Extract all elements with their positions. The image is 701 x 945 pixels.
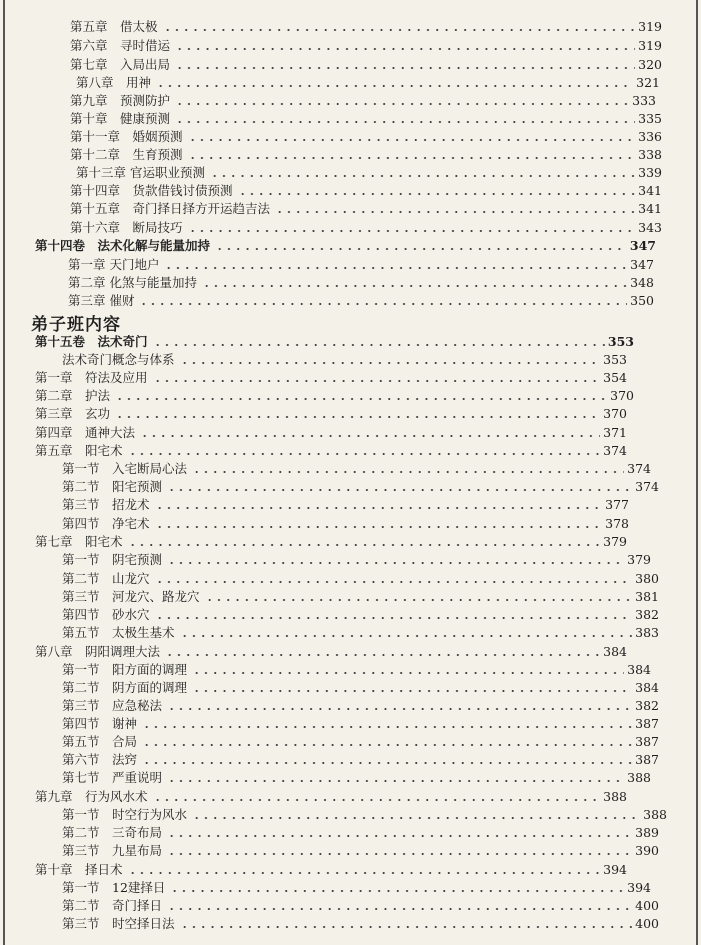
toc-entry-title: 第十二章 生育预测 [70,147,183,162]
toc-entry-title: 第九章 行为风水术 [35,789,148,804]
toc-entry[interactable] [35,237,656,255]
toc-entry-page-number: 319 [638,19,662,34]
toc-entry-title: 第五节 太极生基术 [62,625,175,640]
toc-entry-page-number: 390 [635,843,659,858]
toc-entry-title: 第十五卷 法术奇门 [35,334,148,349]
toc-entry[interactable] [62,478,659,496]
toc-entry-title: 第四节 净宅术 [62,516,150,531]
toc-entry-page-number: 336 [638,129,662,144]
toc-entry-title: 第五节 合局 [62,734,138,749]
toc-entry-page-number: 350 [630,293,654,308]
toc-entry[interactable] [62,570,659,588]
toc-entry-page-number: 338 [638,147,662,162]
toc-entry-page-number: 353 [603,352,627,367]
toc-entry-title: 第三章 催财 [68,293,135,308]
toc-entry-title: 第十四卷 法术化解与能量加持 [35,238,211,253]
toc-entry-page-number: 388 [627,770,651,785]
toc-entry[interactable] [70,219,662,237]
toc-entry[interactable] [35,405,627,423]
dot-leader [167,897,632,915]
dot-leader [167,842,632,860]
page-border-left [3,0,5,945]
toc-entry-page-number: 380 [635,571,659,586]
toc-entry[interactable] [62,351,627,369]
section-heading: 弟子班内容 [31,315,121,335]
toc-entry-title: 第十五章 奇门择日择方开运趋吉法 [70,201,271,216]
toc-entry-page-number: 387 [635,752,659,767]
page-border-right [696,0,698,945]
toc-entry-page-number: 333 [632,93,656,108]
toc-entry[interactable] [62,733,659,751]
toc-entry-page-number: 341 [638,201,662,216]
toc-entry-title: 第三节 时空择日法 [62,916,175,931]
toc-entry-page-number: 400 [635,898,659,913]
toc-entry-page-number: 347 [629,238,656,253]
toc-entry-title: 第十章 择日术 [35,862,123,877]
dot-leader [142,733,632,751]
toc-entry-title: 第七节 严重说明 [62,770,163,785]
toc-entry-page-number: 370 [603,406,627,421]
toc-entry[interactable] [35,643,627,661]
toc-entry-page-number: 394 [603,862,627,877]
toc-entry-page-number: 388 [603,789,627,804]
toc-entry-page-number: 320 [638,57,662,72]
toc-entry[interactable] [62,806,667,824]
toc-entry-page-number: 321 [636,75,660,90]
toc-entry-page-number: 379 [627,552,651,567]
toc-entry-page-number: 341 [638,183,662,198]
dot-leader [192,679,632,697]
toc-entry[interactable] [62,697,659,715]
dot-leader [180,351,601,369]
toc-entry[interactable] [68,274,654,292]
toc-entry[interactable] [68,292,654,310]
toc-entry-title: 第二节 阴方面的调理 [62,680,188,695]
toc-entry[interactable] [62,879,651,897]
toc-entry-title: 第二节 阳宅预测 [62,479,163,494]
toc-entry-page-number: 377 [605,497,629,512]
toc-entry-title: 第一节 入宅断局心法 [62,461,188,476]
toc-entry-page-number: 384 [603,644,627,659]
dot-leader [210,164,635,182]
toc-entry-title: 第四节 谢神 [62,716,138,731]
dot-leader [188,146,636,164]
toc-entry[interactable] [76,74,660,92]
toc-entry[interactable] [62,915,659,933]
toc-entry[interactable] [70,110,662,128]
dot-leader [188,128,636,146]
toc-entry-title: 第四章 通神大法 [35,425,136,440]
dot-leader [155,606,633,624]
toc-entry-page-number: 387 [635,716,659,731]
dot-leader [153,788,601,806]
toc-entry-title: 法术奇门概念与体系 [62,352,175,367]
dot-leader [192,806,640,824]
toc-entry-page-number: 382 [635,698,659,713]
toc-entry-page-number: 389 [635,825,659,840]
dot-leader [140,424,600,442]
toc-entry-title: 第三节 招龙术 [62,497,150,512]
toc-entry-page-number: 347 [630,257,654,272]
toc-entry[interactable] [35,861,627,879]
toc-entry-page-number: 384 [627,662,651,677]
dot-leader [128,442,601,460]
toc-entry[interactable] [70,56,662,74]
toc-entry-title: 第八章 阴阳调理大法 [35,644,161,659]
toc-entry-title: 第十三章 官运职业预测 [76,165,205,180]
toc-entry-title: 第六节 法窍 [62,752,138,767]
toc-entry[interactable] [62,460,651,478]
toc-entry-title: 第九章 预测防护 [70,93,171,108]
dot-leader [180,915,633,933]
toc-entry-title: 第三章 玄功 [35,406,111,421]
toc-entry-title: 第十四章 货款借钱讨债预测 [70,183,233,198]
toc-entry-page-number: 383 [635,625,659,640]
toc-entry[interactable] [35,369,627,387]
dot-leader [167,824,632,842]
dot-leader [167,697,632,715]
toc-entry[interactable] [62,897,659,915]
toc-entry-page-number: 384 [635,680,659,695]
dot-leader [163,18,636,36]
dot-leader [175,56,635,74]
dot-leader [142,751,632,769]
toc-entry[interactable] [35,333,634,351]
toc-entry-title: 第十章 健康预测 [70,111,171,126]
toc-entry-page-number: 371 [603,425,627,440]
toc-entry-title: 第一节 时空行为风水 [62,807,188,822]
dot-leader [238,182,636,200]
dot-leader [155,570,633,588]
toc-entry-page-number: 394 [627,880,651,895]
dot-leader [175,37,635,55]
toc-entry-page-number: 374 [635,479,659,494]
dot-leader [175,110,635,128]
toc-entry-page-number: 335 [638,111,662,126]
toc-entry[interactable] [70,18,662,36]
toc-entry-page-number: 370 [610,388,634,403]
toc-entry-page-number: 400 [635,916,659,931]
dot-leader [275,200,635,218]
toc-entry[interactable] [62,624,659,642]
dot-leader [153,333,605,351]
toc-entry-title: 第十六章 断局技巧 [70,220,183,235]
toc-entry-title: 第七章 入局出局 [70,57,171,72]
toc-entry[interactable] [35,788,627,806]
toc-entry-title: 第一章 天门地户 [68,257,160,272]
toc-entry-title: 第三节 应急秘法 [62,698,163,713]
toc-entry-page-number: 382 [635,607,659,622]
toc-entry-title: 第五章 借太极 [70,19,158,34]
dot-leader [205,588,633,606]
dot-leader [215,237,627,255]
toc-entry[interactable] [35,387,634,405]
toc-entry-page-number: 381 [635,589,659,604]
toc-entry[interactable] [70,92,656,110]
dot-leader [167,478,632,496]
dot-leader [192,460,624,478]
dot-leader [155,515,603,533]
toc-entry-page-number: 319 [638,38,662,53]
toc-entry-page-number: 388 [643,807,667,822]
toc-entry-page-number: 348 [630,275,654,290]
toc-entry[interactable] [62,661,651,679]
toc-entry-title: 第五章 阳宅术 [35,443,123,458]
dot-leader [180,624,633,642]
toc-entry-title: 第八章 用神 [76,75,152,90]
dot-leader [142,715,632,733]
toc-entry-page-number: 374 [603,443,627,458]
dot-leader [165,643,600,661]
dot-leader [128,861,601,879]
toc-entry-title: 第一节 阴宅预测 [62,552,163,567]
toc-entry-page-number: 378 [605,516,629,531]
toc-entry-page-number: 339 [638,165,662,180]
toc-entry-title: 第一章 符法及应用 [35,370,148,385]
toc-entry-title: 第二节 奇门择日 [62,898,163,913]
dot-leader [175,92,629,110]
toc-entry[interactable] [62,679,659,697]
toc-entry[interactable] [62,824,659,842]
dot-leader [155,496,603,514]
toc-entry[interactable] [76,164,662,182]
toc-entry[interactable] [70,200,662,218]
dot-leader [202,274,627,292]
toc-entry[interactable] [62,751,659,769]
toc-entry[interactable] [35,442,627,460]
toc-entry-title: 第一节 阳方面的调理 [62,662,188,677]
toc-entry-title: 第十一章 婚姻预测 [70,129,183,144]
toc-entry-page-number: 353 [607,334,634,349]
toc-entry-title: 第四节 砂水穴 [62,607,150,622]
dot-leader [167,551,624,569]
toc-entry[interactable] [68,256,654,274]
toc-entry-page-number: 379 [603,534,627,549]
toc-entry-page-number: 354 [603,370,627,385]
dot-leader [156,74,633,92]
toc-entry-title: 第二节 三奇布局 [62,825,163,840]
toc-entry[interactable] [70,182,662,200]
toc-entry-page-number: 387 [635,734,659,749]
toc-entry-title: 第七章 阳宅术 [35,534,123,549]
toc-entry[interactable] [70,128,662,146]
toc-entry[interactable] [35,533,627,551]
dot-leader [139,292,627,310]
toc-entry-title: 第二节 山龙穴 [62,571,150,586]
toc-entry[interactable] [62,496,629,514]
toc-entry-title: 第二章 护法 [35,388,111,403]
dot-leader [115,387,607,405]
dot-leader [170,879,624,897]
dot-leader [128,533,601,551]
dot-leader [192,661,624,679]
toc-entry[interactable] [62,842,659,860]
toc-entry-title: 第三节 河龙穴、路龙穴 [62,589,200,604]
toc-entry-title: 第六章 寻时借运 [70,38,171,53]
toc-entry[interactable] [70,37,662,55]
toc-entry[interactable] [70,146,662,164]
toc-entry-title: 第三节 九星布局 [62,843,163,858]
dot-leader [153,369,601,387]
toc-entry[interactable] [62,551,651,569]
toc-entry[interactable] [62,588,659,606]
toc-entry-page-number: 343 [638,220,662,235]
toc-entry-title: 第一节 12建择日 [62,880,166,895]
toc-entry[interactable] [62,715,659,733]
toc-entry-title: 第二章 化煞与能量加持 [68,275,197,290]
toc-entry-page-number: 374 [627,461,651,476]
toc-entry[interactable] [62,769,651,787]
toc-entry[interactable] [62,515,629,533]
dot-leader [167,769,624,787]
dot-leader [115,405,600,423]
toc-entry[interactable] [62,606,659,624]
dot-leader [188,219,636,237]
dot-leader [164,256,627,274]
toc-entry[interactable] [35,424,627,442]
